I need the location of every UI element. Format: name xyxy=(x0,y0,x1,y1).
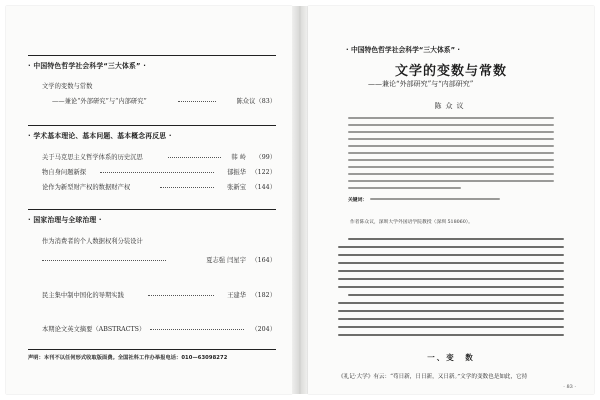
right-page-article xyxy=(308,6,594,394)
text-line xyxy=(348,166,554,168)
toc-entry-title: 民主集中制中国化的导期实践 xyxy=(42,292,124,299)
text-line xyxy=(348,173,554,175)
toc-entry[interactable] xyxy=(28,236,276,249)
dot-leader xyxy=(148,295,214,296)
toc-entry-page: （164） xyxy=(251,257,276,264)
toc-entry-title: 物自身问题新探 xyxy=(42,169,87,176)
dot-leader xyxy=(150,329,244,330)
toc-entry-page: （204） xyxy=(251,326,276,333)
dot-leader xyxy=(160,187,214,188)
toc-entry-page: （99） xyxy=(255,154,276,161)
text-line xyxy=(348,131,554,133)
article-title: 文学的变数与常数 xyxy=(394,64,507,79)
toc-section-title: · 国家治理与全球治理 · xyxy=(28,216,102,224)
text-line xyxy=(338,262,564,264)
body-text-block xyxy=(338,238,564,342)
keywords-text-block xyxy=(370,198,500,202)
dot-leader xyxy=(168,157,221,158)
toc-entry-author: 韩 岭 xyxy=(231,154,246,161)
toc-entry-author: 王建华 xyxy=(227,292,246,299)
text-line xyxy=(338,326,564,328)
toc-entry-author: 郁振华 xyxy=(227,169,246,176)
text-line xyxy=(338,270,564,272)
toc-entry-page: （182） xyxy=(251,292,276,299)
dot-leader xyxy=(100,172,214,173)
body-first-line: 《礼记·大学》有云：“苟日新，日日新，又日新。”文学的变数也是如此，它持 xyxy=(338,374,528,380)
text-line xyxy=(348,180,554,182)
author-institution: 作者陈众议，深圳大学外国语学院教授（深圳 518060）。 xyxy=(350,220,473,225)
toc-entry-author: 夏志强 闫星宇 xyxy=(206,257,246,264)
text-line xyxy=(338,310,564,312)
text-line xyxy=(348,145,554,147)
text-line xyxy=(348,117,554,119)
text-line xyxy=(338,286,564,288)
section-heading: 一、变 数 xyxy=(427,353,475,362)
toc-entry-page: （122） xyxy=(251,169,276,176)
text-line xyxy=(348,152,554,154)
page-number: · 83 · xyxy=(563,384,576,390)
toc-section-title: · 学术基本理论、基本问题、基本概念再反思 · xyxy=(28,132,172,140)
article-subtitle: ——兼论“外部研究”与“内部研究” xyxy=(368,80,474,88)
text-line xyxy=(338,334,564,336)
toc-entry[interactable] xyxy=(28,96,276,109)
toc-entry[interactable] xyxy=(28,182,276,195)
text-line xyxy=(338,278,564,280)
toc-entry[interactable] xyxy=(28,167,276,180)
text-line xyxy=(338,318,564,320)
text-line xyxy=(348,294,564,296)
dot-leader xyxy=(178,101,216,102)
section-rule xyxy=(28,209,276,210)
toc-entry-page: 陈众议（83） xyxy=(236,98,276,105)
toc-entry[interactable] xyxy=(28,81,276,94)
left-page-table-of-contents xyxy=(6,6,292,394)
toc-entry-author: 张新宝 xyxy=(227,184,246,191)
text-line xyxy=(348,187,461,189)
toc-entry-title: 作为消费者的个人数据权利分装设计 xyxy=(42,238,143,245)
text-line xyxy=(370,198,500,200)
footer-rule xyxy=(28,349,276,350)
book-spine-fold xyxy=(292,6,308,394)
text-line xyxy=(338,246,564,248)
toc-section-title: · 中国特色哲学社会科学“三大体系” · xyxy=(28,62,146,70)
toc-entry-title: 论作为新型财产权的数据财产权 xyxy=(42,184,131,191)
abstract-text-block xyxy=(348,117,554,193)
section-rule xyxy=(28,55,276,56)
toc-entry-title: ——兼论“外部研究”与“内部研究” xyxy=(52,98,147,105)
footer-notice: 声明：本刊不以任何形式收取版面费。全国社科工作办举报电话：010—63098272 xyxy=(28,355,228,361)
text-line xyxy=(348,138,554,140)
toc-entry[interactable] xyxy=(28,152,276,165)
text-line xyxy=(348,159,554,161)
toc-entry-title: 本期论文英文摘要（ABSTRACTS） xyxy=(42,326,146,333)
dot-leader xyxy=(42,260,166,261)
keywords-label: 关键词： xyxy=(348,198,368,203)
text-line xyxy=(338,302,564,304)
toc-entry-page: （144） xyxy=(251,184,276,191)
section-rule xyxy=(28,125,276,126)
text-line xyxy=(338,254,564,256)
toc-entry-title: 文学的变数与常数 xyxy=(42,83,93,90)
toc-entry-title: 关于马克思主义哲学体系的历史沉思 xyxy=(42,154,143,161)
toc-entry[interactable] xyxy=(28,290,276,303)
toc-entry[interactable] xyxy=(28,255,276,268)
series-heading: · 中国特色哲学社会科学“三大体系” · xyxy=(346,46,460,54)
toc-entry[interactable] xyxy=(28,324,276,337)
article-author: 陈众议 xyxy=(434,102,468,110)
text-line xyxy=(348,124,554,126)
text-line xyxy=(348,238,564,240)
